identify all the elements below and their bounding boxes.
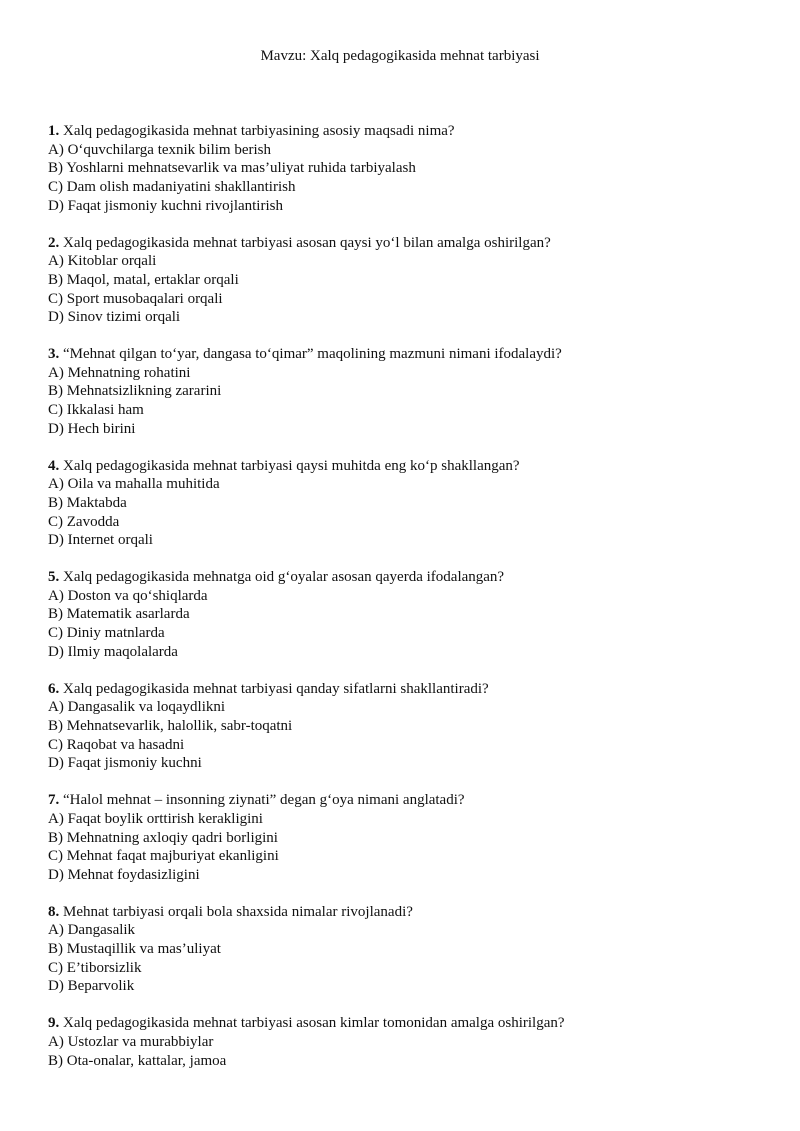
answer-option: A) Doston va qo‘shiqlarda — [48, 587, 208, 604]
question-label: “Mehnat qilgan to‘yar, dangasa to‘qimar” maqolining mazmuni nimani ifodalaydi? — [63, 346, 562, 363]
question-text — [48, 680, 768, 699]
answer-option: D) Ilmiy maqolalarda — [48, 643, 178, 660]
question-text — [48, 345, 768, 364]
question-text — [48, 457, 768, 476]
question-number: 6. — [48, 680, 60, 697]
question-4 — [48, 457, 768, 551]
question-5 — [48, 568, 768, 662]
question-text — [48, 122, 768, 141]
answer-option: C) Sport musobaqalari orqali — [48, 290, 223, 307]
answer-option: C) Raqobat va hasadni — [48, 736, 185, 753]
question-label: Xalq pedagogikasida mehnat tarbiyasi asosan qaysi yo‘l bilan amalga oshirilgan? — [63, 234, 551, 251]
answer-option: A) O‘quvchilarga texnik bilim berish — [48, 141, 272, 158]
question-6 — [48, 680, 768, 774]
answer-option: D) Internet orqali — [48, 532, 153, 549]
answer-option: B) Yoshlarni mehnatsevarlik va mas’uliyat ruhida tarbiyalash — [48, 160, 416, 177]
page-title: Mavzu: Xalq pedagogikasida mehnat tarbiyasi — [260, 48, 540, 64]
question-8 — [48, 903, 768, 997]
question-number: 7. — [48, 792, 60, 809]
answer-option: B) Mustaqillik va mas’uliyat — [48, 941, 221, 958]
answer-option: C) Mehnat faqat majburiyat ekanligini — [48, 848, 279, 865]
question-number: 4. — [48, 457, 60, 474]
question-label: “Halol mehnat – insonning ziynati” degan g‘oya nimani anglatadi? — [63, 792, 465, 809]
answer-option: D) Faqat jismoniy kuchni — [48, 755, 202, 772]
answer-option: A) Kitoblar orqali — [48, 253, 157, 270]
answer-option: C) Zavodda — [48, 513, 120, 530]
answer-option: B) Mehnatsevarlik, halollik, sabr-toqatni — [48, 717, 293, 734]
answer-option: D) Faqat jismoniy kuchni rivojlantirish — [48, 197, 283, 214]
question-text — [48, 903, 768, 922]
answer-option: D) Beparvolik — [48, 978, 135, 995]
answer-option: C) Dam olish madaniyatini shakllantirish — [48, 179, 296, 196]
answer-option: A) Oila va mahalla muhitida — [48, 476, 220, 493]
question-9 — [48, 1014, 768, 1070]
question-label: Mehnat tarbiyasi orqali bola shaxsida nimalar rivojlanadi? — [63, 903, 413, 920]
question-number: 1. — [48, 123, 60, 139]
question-label: Xalq pedagogikasida mehnatga oid g‘oyalar asosan qayerda ifodalangan? — [63, 569, 505, 586]
answer-option: B) Mehnatning axloqiy qadri borligini — [48, 829, 278, 846]
question-number: 8. — [48, 903, 60, 920]
answer-option: B) Ota-onalar, kattalar, jamoa — [48, 1052, 227, 1069]
answer-option: D) Mehnat foydasizligini — [48, 866, 200, 883]
question-label: Xalq pedagogikasida mehnat tarbiyasi asosan kimlar tomonidan amalga oshirilgan? — [63, 1015, 565, 1032]
question-7 — [48, 791, 768, 885]
answer-option: A) Faqat boylik orttirish kerakligini — [48, 810, 263, 827]
question-label: Xalq pedagogikasida mehnat tarbiyasi qaysi muhitda eng ko‘p shakllangan? — [63, 457, 520, 474]
question-number: 5. — [48, 569, 60, 586]
question-label: Xalq pedagogikasida mehnat tarbiyasi qanday sifatlarni shakllantiradi? — [63, 680, 489, 697]
answer-option: D) Hech birini — [48, 420, 136, 437]
question-text — [48, 568, 768, 587]
answer-option: C) Ikkalasi ham — [48, 402, 144, 419]
answer-option: B) Mehnatsizlikning zararini — [48, 383, 222, 400]
question-text — [48, 791, 768, 810]
answer-option: A) Dangasalik — [48, 922, 136, 939]
answer-option: A) Mehnatning rohatini — [48, 364, 191, 381]
question-number: 2. — [48, 234, 60, 251]
question-number: 9. — [48, 1015, 60, 1032]
answer-option: B) Matematik asarlarda — [48, 606, 190, 623]
answer-option: A) Dangasalik va loqaydlikni — [48, 699, 226, 716]
question-1 — [48, 122, 768, 216]
answer-option: D) Sinov tizimi orqali — [48, 309, 181, 326]
answer-option: C) E’tiborsizlik — [48, 959, 142, 976]
question-3 — [48, 345, 768, 439]
question-number: 3. — [48, 346, 60, 363]
quiz-questions — [48, 122, 768, 1088]
answer-option: A) Ustozlar va murabbiylar — [48, 1033, 214, 1050]
answer-option: B) Maqol, matal, ertaklar orqali — [48, 271, 239, 288]
answer-option: B) Maktabda — [48, 494, 127, 511]
question-text — [48, 1014, 768, 1033]
question-label: Xalq pedagogikasida mehnat tarbiyasining asosiy maqsadi nima? — [63, 123, 455, 139]
question-2 — [48, 234, 768, 328]
question-text — [48, 234, 768, 253]
answer-option: C) Diniy matnlarda — [48, 625, 165, 642]
